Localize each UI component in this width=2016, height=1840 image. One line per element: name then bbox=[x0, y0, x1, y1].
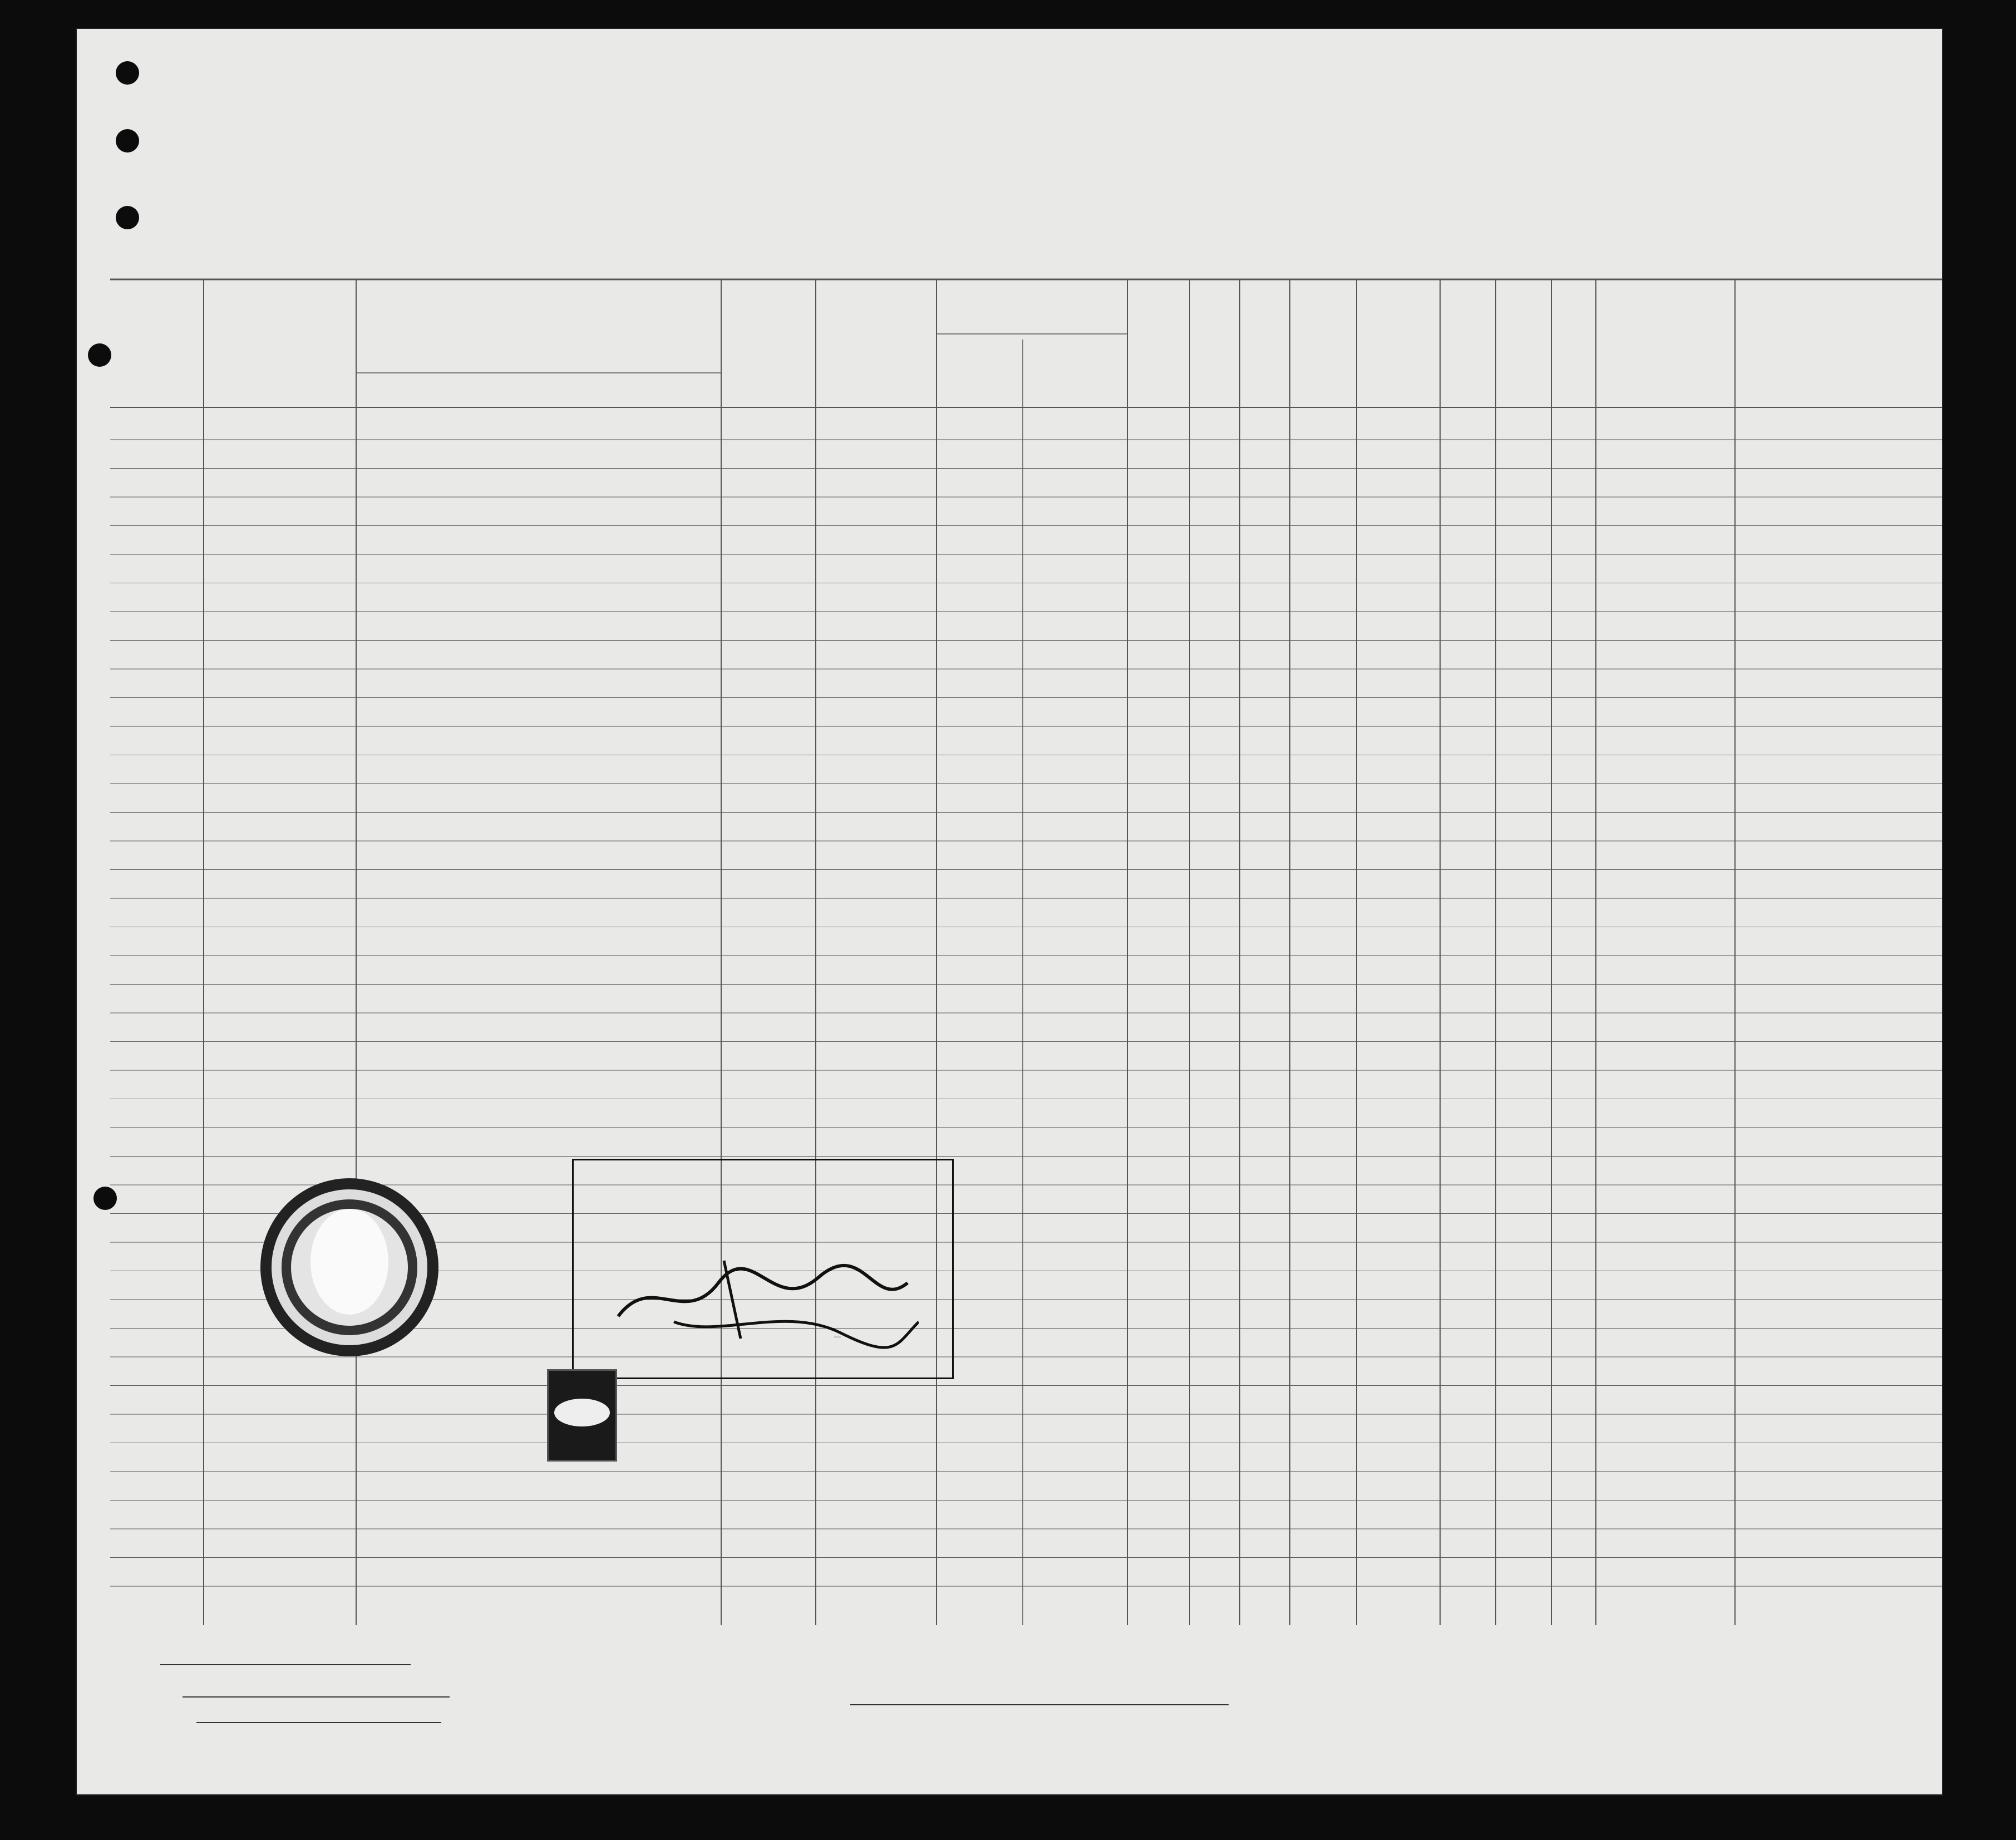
notary-seal bbox=[255, 1173, 444, 1362]
punch-hole bbox=[116, 129, 139, 152]
punch-hole bbox=[116, 206, 139, 229]
signature-line bbox=[850, 1704, 1229, 1705]
consulate-stamp bbox=[572, 1159, 954, 1379]
agents-field bbox=[196, 1722, 441, 1723]
punch-hole bbox=[116, 61, 139, 85]
punch-hole bbox=[88, 343, 111, 367]
line-field bbox=[160, 1664, 411, 1665]
stamp-value bbox=[554, 1399, 610, 1426]
owners-field bbox=[183, 1696, 450, 1698]
revenue-stamp bbox=[547, 1369, 617, 1462]
manifest-sheet bbox=[77, 29, 1942, 1794]
manifest-grid bbox=[110, 278, 1942, 1698]
consul-signature bbox=[607, 1249, 919, 1350]
